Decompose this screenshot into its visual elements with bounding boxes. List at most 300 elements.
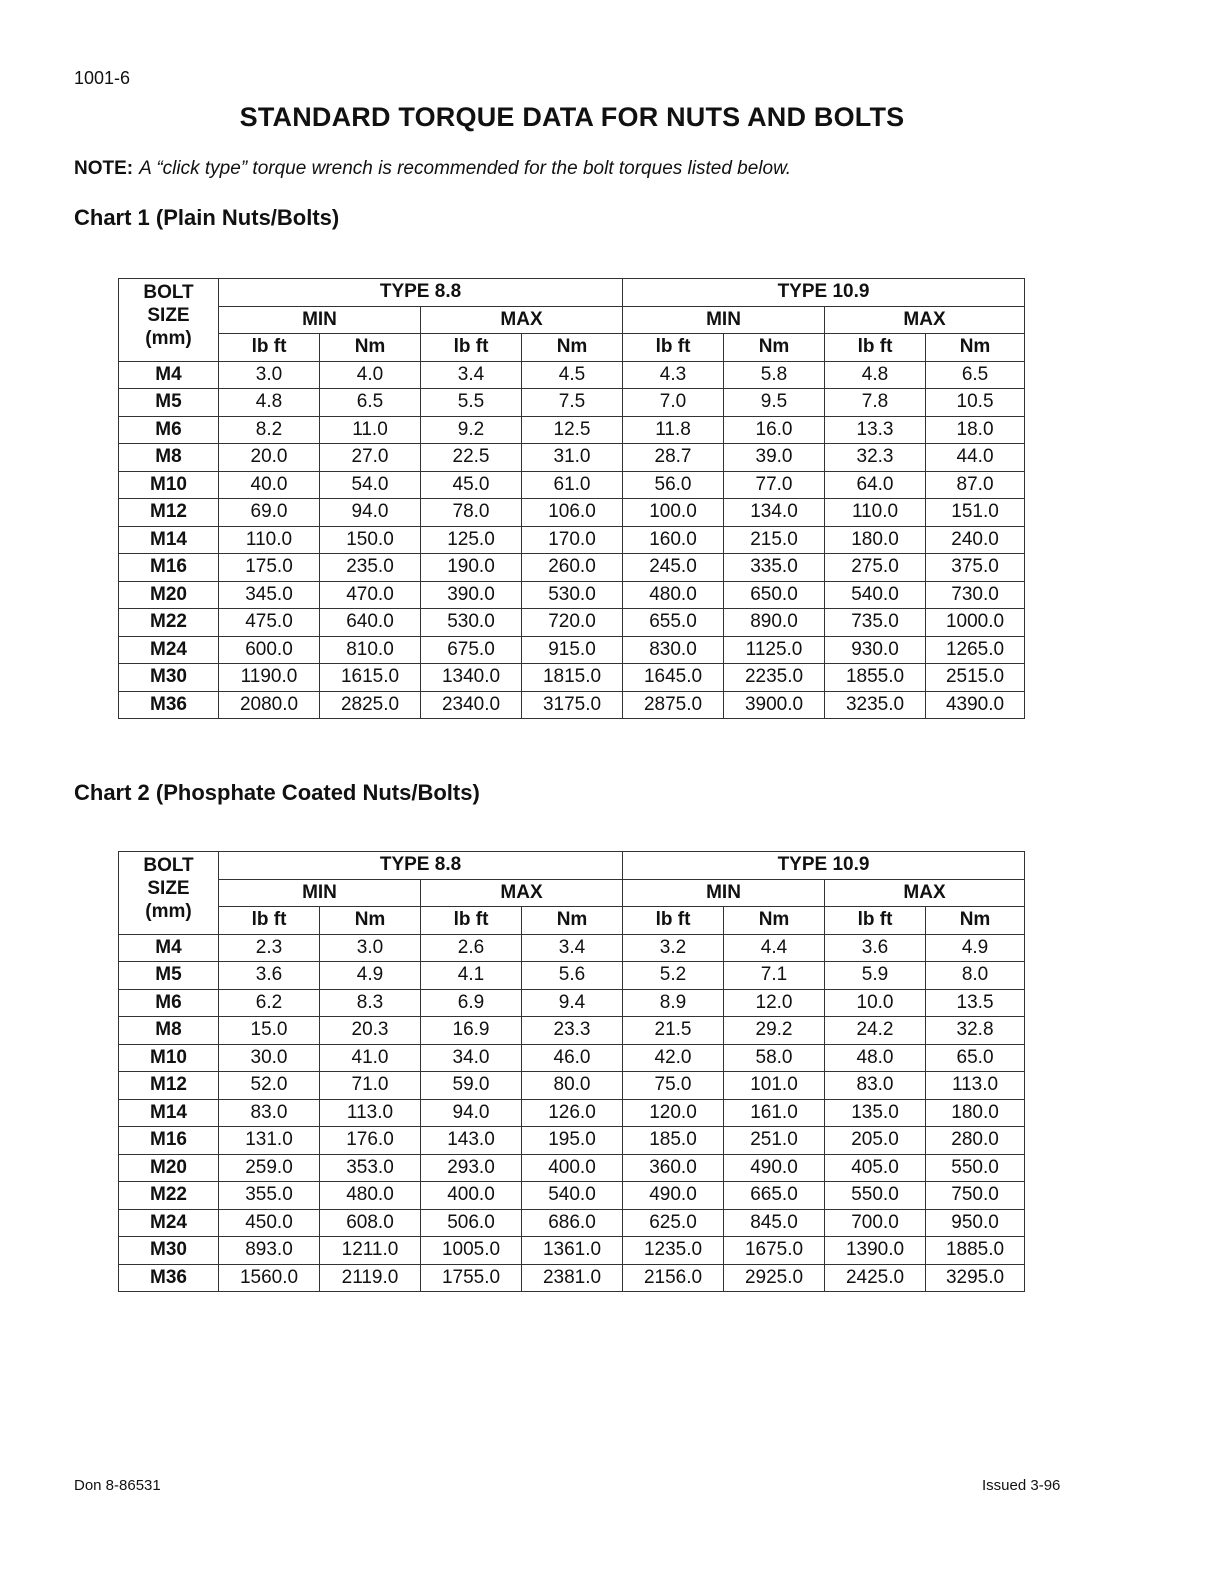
torque-value-cell: 400.0 [421, 1182, 522, 1210]
torque-value-cell: 2425.0 [825, 1264, 926, 1292]
torque-value-cell: 11.0 [320, 416, 421, 444]
nm-header: Nm [926, 907, 1025, 935]
max-header: MAX [825, 306, 1025, 334]
torque-value-cell: 10.0 [825, 989, 926, 1017]
torque-value-cell: 2119.0 [320, 1264, 421, 1292]
min-header: MIN [219, 879, 421, 907]
torque-value-cell: 16.0 [724, 416, 825, 444]
torque-value-cell: 915.0 [522, 636, 623, 664]
torque-value-cell: 6.2 [219, 989, 320, 1017]
torque-value-cell: 7.1 [724, 962, 825, 990]
chart1-table [118, 278, 1025, 719]
torque-value-cell: 6.5 [320, 389, 421, 417]
torque-value-cell: 700.0 [825, 1209, 926, 1237]
chart1-body [119, 361, 1025, 719]
torque-value-cell: 1615.0 [320, 664, 421, 692]
torque-value-cell: 83.0 [219, 1099, 320, 1127]
bolt-size-cell: M30 [119, 1237, 219, 1265]
torque-value-cell: 13.3 [825, 416, 926, 444]
torque-value-cell: 75.0 [623, 1072, 724, 1100]
torque-value-cell: 126.0 [522, 1099, 623, 1127]
torque-value-cell: 46.0 [522, 1044, 623, 1072]
torque-value-cell: 4.8 [825, 361, 926, 389]
torque-value-cell: 13.5 [926, 989, 1025, 1017]
chart1-heading: Chart 1 (Plain Nuts/Bolts) [74, 205, 340, 230]
torque-value-cell: 4.5 [522, 361, 623, 389]
bolt-size-cell: M24 [119, 1209, 219, 1237]
torque-value-cell: 1340.0 [421, 664, 522, 692]
note-text: A “click type” torque wrench is recommended for the bolt torques listed below. [139, 158, 792, 179]
torque-value-cell: 2825.0 [320, 691, 421, 719]
bolt-size-cell: M36 [119, 1264, 219, 1292]
torque-value-cell: 131.0 [219, 1127, 320, 1155]
table-row [119, 1017, 1025, 1045]
torque-value-cell: 735.0 [825, 609, 926, 637]
torque-value-cell: 40.0 [219, 471, 320, 499]
bolt-size-cell: M8 [119, 444, 219, 472]
bolt-size-cell: M24 [119, 636, 219, 664]
torque-value-cell: 64.0 [825, 471, 926, 499]
torque-value-cell: 2.6 [421, 934, 522, 962]
torque-value-cell: 24.2 [825, 1017, 926, 1045]
torque-value-cell: 450.0 [219, 1209, 320, 1237]
table-row [119, 416, 1025, 444]
nm-header: Nm [320, 907, 421, 935]
torque-value-cell: 65.0 [926, 1044, 1025, 1072]
torque-value-cell: 345.0 [219, 581, 320, 609]
lbft-header: lb ft [421, 907, 522, 935]
torque-value-cell: 640.0 [320, 609, 421, 637]
torque-value-cell: 8.2 [219, 416, 320, 444]
torque-value-cell: 10.5 [926, 389, 1025, 417]
torque-value-cell: 61.0 [522, 471, 623, 499]
torque-value-cell: 31.0 [522, 444, 623, 472]
torque-value-cell: 87.0 [926, 471, 1025, 499]
torque-value-cell: 100.0 [623, 499, 724, 527]
table-row [119, 1099, 1025, 1127]
torque-value-cell: 2925.0 [724, 1264, 825, 1292]
table-row [119, 526, 1025, 554]
page-number: 1001-6 [74, 68, 131, 88]
bolt-size-cell: M30 [119, 664, 219, 692]
min-header: MIN [219, 306, 421, 334]
torque-value-cell: 1265.0 [926, 636, 1025, 664]
torque-value-cell: 3.6 [825, 934, 926, 962]
nm-header: Nm [522, 907, 623, 935]
torque-value-cell: 950.0 [926, 1209, 1025, 1237]
torque-value-cell: 5.8 [724, 361, 825, 389]
torque-value-cell: 4.3 [623, 361, 724, 389]
torque-value-cell: 160.0 [623, 526, 724, 554]
torque-value-cell: 69.0 [219, 499, 320, 527]
torque-value-cell: 12.5 [522, 416, 623, 444]
torque-value-cell: 2080.0 [219, 691, 320, 719]
torque-value-cell: 18.0 [926, 416, 1025, 444]
torque-value-cell: 22.5 [421, 444, 522, 472]
torque-value-cell: 470.0 [320, 581, 421, 609]
torque-value-cell: 1645.0 [623, 664, 724, 692]
lbft-header: lb ft [219, 907, 320, 935]
torque-value-cell: 4390.0 [926, 691, 1025, 719]
nm-header: Nm [724, 907, 825, 935]
torque-value-cell: 1211.0 [320, 1237, 421, 1265]
torque-value-cell: 106.0 [522, 499, 623, 527]
torque-value-cell: 530.0 [421, 609, 522, 637]
bolt-size-cell: M22 [119, 609, 219, 637]
torque-value-cell: 113.0 [926, 1072, 1025, 1100]
torque-value-cell: 5.5 [421, 389, 522, 417]
bolt-size-cell: M14 [119, 1099, 219, 1127]
torque-value-cell: 32.3 [825, 444, 926, 472]
bolt-label: BOLT [143, 282, 194, 303]
torque-value-cell: 1390.0 [825, 1237, 926, 1265]
torque-value-cell: 475.0 [219, 609, 320, 637]
table-row [119, 1154, 1025, 1182]
torque-value-cell: 608.0 [320, 1209, 421, 1237]
torque-value-cell: 830.0 [623, 636, 724, 664]
bolt-size-header [119, 279, 219, 362]
bolt-size-cell: M6 [119, 989, 219, 1017]
bolt-size-cell: M4 [119, 361, 219, 389]
torque-value-cell: 650.0 [724, 581, 825, 609]
torque-value-cell: 245.0 [623, 554, 724, 582]
torque-value-cell: 54.0 [320, 471, 421, 499]
table-row [119, 1237, 1025, 1265]
torque-value-cell: 240.0 [926, 526, 1025, 554]
table-row [119, 554, 1025, 582]
bolt-size-cell: M10 [119, 471, 219, 499]
table-row [119, 471, 1025, 499]
max-header: MAX [421, 306, 623, 334]
torque-value-cell: 353.0 [320, 1154, 421, 1182]
torque-value-cell: 134.0 [724, 499, 825, 527]
torque-value-cell: 280.0 [926, 1127, 1025, 1155]
torque-value-cell: 2.3 [219, 934, 320, 962]
nm-header: Nm [522, 334, 623, 362]
torque-value-cell: 71.0 [320, 1072, 421, 1100]
bolt-size-cell: M16 [119, 554, 219, 582]
torque-value-cell: 4.0 [320, 361, 421, 389]
torque-value-cell: 15.0 [219, 1017, 320, 1045]
torque-value-cell: 335.0 [724, 554, 825, 582]
torque-value-cell: 3295.0 [926, 1264, 1025, 1292]
bolt-size-cell: M4 [119, 934, 219, 962]
torque-value-cell: 135.0 [825, 1099, 926, 1127]
torque-value-cell: 30.0 [219, 1044, 320, 1072]
table-row [119, 581, 1025, 609]
torque-value-cell: 42.0 [623, 1044, 724, 1072]
torque-value-cell: 400.0 [522, 1154, 623, 1182]
torque-value-cell: 4.8 [219, 389, 320, 417]
torque-value-cell: 686.0 [522, 1209, 623, 1237]
bolt-size-cell: M22 [119, 1182, 219, 1210]
torque-value-cell: 27.0 [320, 444, 421, 472]
torque-value-cell: 2381.0 [522, 1264, 623, 1292]
torque-value-cell: 1125.0 [724, 636, 825, 664]
torque-value-cell: 110.0 [825, 499, 926, 527]
torque-value-cell: 2875.0 [623, 691, 724, 719]
torque-value-cell: 1815.0 [522, 664, 623, 692]
torque-value-cell: 59.0 [421, 1072, 522, 1100]
chart2-table [118, 851, 1025, 1292]
lbft-header: lb ft [825, 907, 926, 935]
torque-value-cell: 390.0 [421, 581, 522, 609]
torque-value-cell: 355.0 [219, 1182, 320, 1210]
torque-value-cell: 550.0 [825, 1182, 926, 1210]
bolt-size-cell: M20 [119, 581, 219, 609]
torque-value-cell: 44.0 [926, 444, 1025, 472]
torque-value-cell: 293.0 [421, 1154, 522, 1182]
table-row [119, 609, 1025, 637]
bolt-size-cell: M5 [119, 389, 219, 417]
torque-value-cell: 170.0 [522, 526, 623, 554]
type-8-8-header: TYPE 8.8 [219, 279, 623, 307]
torque-value-cell: 3175.0 [522, 691, 623, 719]
lbft-header: lb ft [623, 907, 724, 935]
bolt-size-cell: M12 [119, 499, 219, 527]
torque-value-cell: 930.0 [825, 636, 926, 664]
torque-value-cell: 260.0 [522, 554, 623, 582]
torque-value-cell: 7.0 [623, 389, 724, 417]
torque-value-cell: 235.0 [320, 554, 421, 582]
torque-value-cell: 20.3 [320, 1017, 421, 1045]
torque-value-cell: 80.0 [522, 1072, 623, 1100]
table-row [119, 1127, 1025, 1155]
torque-value-cell: 45.0 [421, 471, 522, 499]
torque-value-cell: 9.4 [522, 989, 623, 1017]
torque-value-cell: 540.0 [522, 1182, 623, 1210]
table-row [119, 389, 1025, 417]
torque-value-cell: 8.0 [926, 962, 1025, 990]
lbft-header: lb ft [421, 334, 522, 362]
size-label: SIZE [147, 305, 190, 326]
torque-value-cell: 550.0 [926, 1154, 1025, 1182]
torque-value-cell: 1005.0 [421, 1237, 522, 1265]
torque-value-cell: 259.0 [219, 1154, 320, 1182]
torque-value-cell: 275.0 [825, 554, 926, 582]
torque-value-cell: 251.0 [724, 1127, 825, 1155]
chart2-body [119, 934, 1025, 1292]
torque-value-cell: 6.9 [421, 989, 522, 1017]
torque-value-cell: 405.0 [825, 1154, 926, 1182]
torque-value-cell: 29.2 [724, 1017, 825, 1045]
torque-value-cell: 16.9 [421, 1017, 522, 1045]
table-row [119, 1209, 1025, 1237]
torque-value-cell: 150.0 [320, 526, 421, 554]
torque-value-cell: 215.0 [724, 526, 825, 554]
size-label: SIZE [147, 878, 190, 899]
torque-value-cell: 750.0 [926, 1182, 1025, 1210]
torque-value-cell: 3.0 [320, 934, 421, 962]
torque-value-cell: 2515.0 [926, 664, 1025, 692]
type-10-9-header: TYPE 10.9 [623, 852, 1025, 880]
torque-value-cell: 893.0 [219, 1237, 320, 1265]
torque-value-cell: 113.0 [320, 1099, 421, 1127]
torque-value-cell: 730.0 [926, 581, 1025, 609]
table-row [119, 962, 1025, 990]
min-header: MIN [623, 879, 825, 907]
torque-value-cell: 78.0 [421, 499, 522, 527]
mm-label: (mm) [145, 901, 192, 922]
torque-value-cell: 2235.0 [724, 664, 825, 692]
torque-value-cell: 1755.0 [421, 1264, 522, 1292]
torque-value-cell: 2340.0 [421, 691, 522, 719]
torque-value-cell: 360.0 [623, 1154, 724, 1182]
torque-value-cell: 20.0 [219, 444, 320, 472]
bolt-size-cell: M10 [119, 1044, 219, 1072]
bolt-size-cell: M12 [119, 1072, 219, 1100]
footer-document-id: Don 8-86531 [74, 1477, 161, 1494]
torque-value-cell: 4.1 [421, 962, 522, 990]
torque-value-cell: 39.0 [724, 444, 825, 472]
table-row [119, 1072, 1025, 1100]
torque-value-cell: 151.0 [926, 499, 1025, 527]
torque-value-cell: 845.0 [724, 1209, 825, 1237]
type-8-8-header: TYPE 8.8 [219, 852, 623, 880]
bolt-size-cell: M20 [119, 1154, 219, 1182]
torque-value-cell: 77.0 [724, 471, 825, 499]
torque-value-cell: 94.0 [421, 1099, 522, 1127]
torque-value-cell: 490.0 [623, 1182, 724, 1210]
torque-value-cell: 665.0 [724, 1182, 825, 1210]
torque-value-cell: 101.0 [724, 1072, 825, 1100]
torque-value-cell: 5.2 [623, 962, 724, 990]
torque-value-cell: 94.0 [320, 499, 421, 527]
torque-value-cell: 3.0 [219, 361, 320, 389]
bolt-size-cell: M16 [119, 1127, 219, 1155]
table-row [119, 1264, 1025, 1292]
torque-value-cell: 11.8 [623, 416, 724, 444]
nm-header: Nm [724, 334, 825, 362]
lbft-header: lb ft [825, 334, 926, 362]
torque-value-cell: 21.5 [623, 1017, 724, 1045]
torque-value-cell: 3.4 [522, 934, 623, 962]
torque-value-cell: 4.9 [320, 962, 421, 990]
torque-value-cell: 480.0 [320, 1182, 421, 1210]
torque-value-cell: 1885.0 [926, 1237, 1025, 1265]
torque-value-cell: 375.0 [926, 554, 1025, 582]
torque-value-cell: 143.0 [421, 1127, 522, 1155]
torque-value-cell: 190.0 [421, 554, 522, 582]
torque-value-cell: 720.0 [522, 609, 623, 637]
torque-value-cell: 48.0 [825, 1044, 926, 1072]
type-10-9-header: TYPE 10.9 [623, 279, 1025, 307]
torque-value-cell: 1000.0 [926, 609, 1025, 637]
nm-header: Nm [926, 334, 1025, 362]
torque-value-cell: 675.0 [421, 636, 522, 664]
torque-value-cell: 32.8 [926, 1017, 1025, 1045]
table-row [119, 499, 1025, 527]
table-row [119, 636, 1025, 664]
table-row [119, 664, 1025, 692]
table-row [119, 1182, 1025, 1210]
torque-value-cell: 1190.0 [219, 664, 320, 692]
torque-value-cell: 5.6 [522, 962, 623, 990]
torque-value-cell: 3.4 [421, 361, 522, 389]
torque-value-cell: 176.0 [320, 1127, 421, 1155]
torque-value-cell: 28.7 [623, 444, 724, 472]
note [74, 158, 791, 180]
table-row [119, 1044, 1025, 1072]
max-header: MAX [825, 879, 1025, 907]
torque-value-cell: 480.0 [623, 581, 724, 609]
torque-value-cell: 23.3 [522, 1017, 623, 1045]
torque-value-cell: 506.0 [421, 1209, 522, 1237]
torque-value-cell: 34.0 [421, 1044, 522, 1072]
torque-value-cell: 7.5 [522, 389, 623, 417]
torque-value-cell: 1855.0 [825, 664, 926, 692]
footer-issue-date: Issued 3-96 [982, 1477, 1061, 1494]
torque-value-cell: 3.2 [623, 934, 724, 962]
torque-value-cell: 110.0 [219, 526, 320, 554]
bolt-size-cell: M6 [119, 416, 219, 444]
torque-value-cell: 12.0 [724, 989, 825, 1017]
torque-value-cell: 3.6 [219, 962, 320, 990]
torque-value-cell: 9.5 [724, 389, 825, 417]
lbft-header: lb ft [219, 334, 320, 362]
torque-value-cell: 5.9 [825, 962, 926, 990]
torque-value-cell: 120.0 [623, 1099, 724, 1127]
torque-value-cell: 180.0 [825, 526, 926, 554]
torque-value-cell: 1361.0 [522, 1237, 623, 1265]
bolt-size-cell: M5 [119, 962, 219, 990]
torque-value-cell: 7.8 [825, 389, 926, 417]
torque-value-cell: 1675.0 [724, 1237, 825, 1265]
torque-value-cell: 1235.0 [623, 1237, 724, 1265]
torque-value-cell: 1560.0 [219, 1264, 320, 1292]
torque-value-cell: 205.0 [825, 1127, 926, 1155]
torque-value-cell: 625.0 [623, 1209, 724, 1237]
torque-value-cell: 125.0 [421, 526, 522, 554]
torque-value-cell: 600.0 [219, 636, 320, 664]
torque-value-cell: 9.2 [421, 416, 522, 444]
torque-value-cell: 52.0 [219, 1072, 320, 1100]
torque-value-cell: 490.0 [724, 1154, 825, 1182]
torque-value-cell: 4.9 [926, 934, 1025, 962]
table-row [119, 361, 1025, 389]
torque-value-cell: 2156.0 [623, 1264, 724, 1292]
torque-value-cell: 6.5 [926, 361, 1025, 389]
torque-value-cell: 530.0 [522, 581, 623, 609]
table-row [119, 989, 1025, 1017]
torque-value-cell: 58.0 [724, 1044, 825, 1072]
lbft-header: lb ft [623, 334, 724, 362]
torque-value-cell: 4.4 [724, 934, 825, 962]
table-row [119, 444, 1025, 472]
torque-value-cell: 8.9 [623, 989, 724, 1017]
table-row [119, 691, 1025, 719]
min-header: MIN [623, 306, 825, 334]
bolt-size-header [119, 852, 219, 935]
note-label: NOTE: [74, 158, 134, 179]
bolt-size-cell: M14 [119, 526, 219, 554]
page-title: STANDARD TORQUE DATA FOR NUTS AND BOLTS [239, 102, 905, 132]
nm-header: Nm [320, 334, 421, 362]
torque-value-cell: 655.0 [623, 609, 724, 637]
torque-value-cell: 810.0 [320, 636, 421, 664]
torque-value-cell: 890.0 [724, 609, 825, 637]
torque-value-cell: 161.0 [724, 1099, 825, 1127]
torque-value-cell: 540.0 [825, 581, 926, 609]
torque-value-cell: 195.0 [522, 1127, 623, 1155]
torque-value-cell: 185.0 [623, 1127, 724, 1155]
torque-value-cell: 41.0 [320, 1044, 421, 1072]
table-row [119, 934, 1025, 962]
torque-value-cell: 175.0 [219, 554, 320, 582]
bolt-label: BOLT [143, 855, 194, 876]
bolt-size-cell: M36 [119, 691, 219, 719]
torque-value-cell: 3235.0 [825, 691, 926, 719]
